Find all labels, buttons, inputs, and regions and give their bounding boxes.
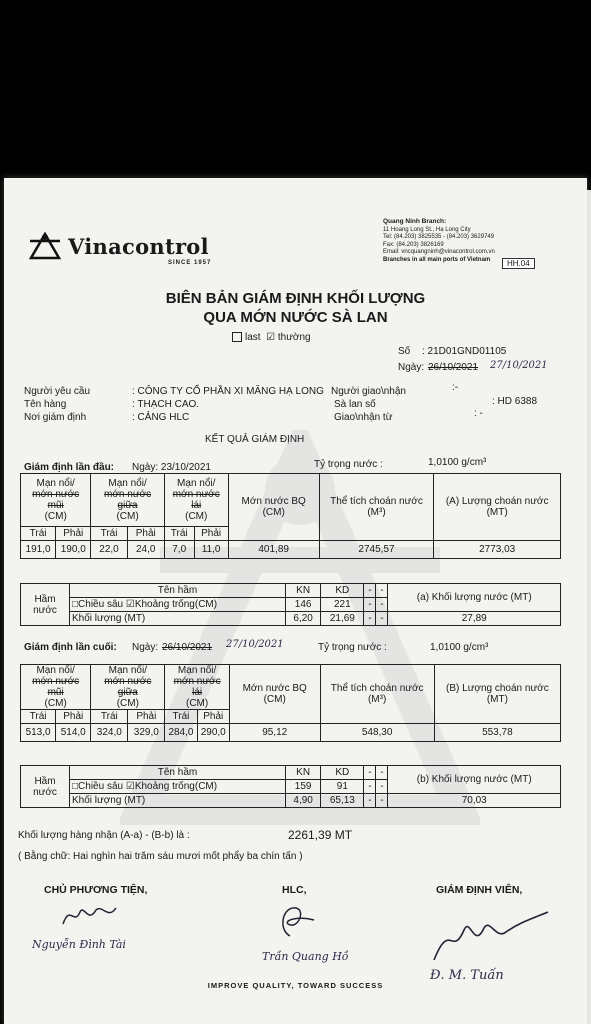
footer-slogan: IMPROVE QUALITY, TOWARD SUCCESS — [207, 981, 384, 990]
value-cell: 22,0 — [91, 541, 127, 559]
initial-water-total: 27,89 — [388, 612, 561, 626]
ten-ham-header: Tên hầm — [70, 766, 286, 780]
branch-title: Quang Ninh Branch: — [383, 218, 447, 225]
col-phai: Phải — [197, 710, 229, 724]
summary-in-words: ( Bằng chữ: Hai nghìn hai trăm sáu mươi mốt phẩy ba chín tấn ) — [18, 851, 303, 862]
value-cell: 24,0 — [127, 541, 164, 559]
branch-address: 11 Hoang Long St., Ha Long City — [383, 226, 471, 233]
from-label: Giao\nhận từ — [334, 412, 393, 423]
branch-info — [383, 218, 573, 265]
final-label: Giám định lần cuối: — [24, 642, 117, 653]
value-cell: 401,89 — [228, 541, 319, 559]
col-trai: Trái — [91, 710, 128, 724]
branch-ports: Branches in all main ports of Vietnam — [383, 256, 491, 263]
goods-label: Tên hàng — [24, 399, 67, 410]
barge-value: : HD 6388 — [492, 396, 538, 407]
value-cell: 513,0 — [21, 724, 56, 742]
summary-label: Khối lượng hàng nhận (A-a) - (B-b) là : — [18, 830, 190, 841]
owner-name: Nguyễn Đình Tài — [32, 938, 126, 951]
col-phai: Phải — [56, 527, 91, 541]
aft-header: Mạn nổi/ mớn nước lái (CM) — [165, 665, 230, 710]
so-label: Số — [398, 346, 411, 357]
goods-value: : THẠCH CAO. — [132, 399, 200, 410]
brand-since: SINCE 1957 — [168, 260, 212, 266]
mass-kn: 6,20 — [286, 612, 321, 626]
doc-title-line2: QUA MỚN NƯỚC SÀ LAN — [203, 309, 388, 326]
ten-ham-header: Tên hầm — [70, 584, 286, 598]
initial-water-label: (a) Khối lượng nước (MT) — [388, 584, 561, 612]
scale-icon — [28, 232, 62, 260]
final-tank-table — [20, 765, 561, 808]
disp-header: (B) Lượng choán nước (MT) — [434, 665, 560, 724]
final-date-handwritten: 27/10/2021 — [226, 639, 284, 650]
type-options — [232, 332, 311, 343]
branch-fax: Fax: (84.203) 3826169 — [383, 241, 444, 248]
mean-header: Mớn nước BQ (CM) — [229, 665, 320, 724]
depth-kn: 146 — [286, 598, 321, 612]
hlc-signature — [268, 900, 318, 940]
final-density-label: Tỷ trọng nước : — [318, 642, 387, 653]
initial-values-row — [21, 541, 561, 559]
last-checkbox — [232, 332, 242, 342]
initial-date: Ngày: 23/10/2021 — [132, 462, 211, 473]
col-trai: Trái — [21, 527, 56, 541]
value-cell: 514,0 — [56, 724, 91, 742]
value-cell: 2745,57 — [319, 541, 434, 559]
dash-cell: - — [364, 780, 376, 794]
disp-header: (A) Lượng choán nước (MT) — [434, 474, 561, 541]
col-trai: Trái — [21, 710, 56, 724]
col-phai: Phải — [128, 710, 165, 724]
inspector-signature — [430, 910, 550, 965]
inspector-signature-title: GIÁM ĐỊNH VIÊN, — [436, 884, 523, 896]
ngay-label: Ngày: — [398, 362, 425, 373]
mid-header: Mạn nổi/ mớn nước giữa (CM) — [91, 665, 165, 710]
mass-kn: 4,90 — [286, 794, 321, 808]
value-cell: 324,0 — [91, 724, 128, 742]
ngay-struck: 26/10/2021 — [428, 362, 479, 373]
final-date-prefix: Ngày: — [132, 642, 159, 653]
final-water-total: 70,03 — [388, 794, 561, 808]
col-trai: Trái — [91, 527, 127, 541]
mass-row-label: Khối lượng (MT) — [70, 794, 286, 808]
initial-label: Giám định lần đầu: — [24, 462, 115, 473]
final-values-row — [21, 724, 561, 742]
mid-header: Mạn nổi/ mớn nước giữa (CM) — [91, 474, 164, 527]
deliverer-label: Người giao\nhận — [331, 386, 406, 397]
normal-checkbox: ☑ — [266, 332, 276, 343]
hlc-signature-title: HLC, — [282, 884, 307, 896]
dash-cell: - — [364, 598, 376, 612]
col-phai: Phải — [56, 710, 91, 724]
aft-header: Mạn nổi/ mớn nước lái (CM) — [164, 474, 228, 527]
initial-draft-table — [20, 473, 561, 559]
inspector-name: Đ. M. Tuấn — [430, 968, 504, 983]
value-cell: 284,0 — [165, 724, 197, 742]
place-value: : CẢNG HLC — [132, 412, 190, 423]
vinacontrol-logo — [28, 232, 209, 260]
depth-kd: 91 — [321, 780, 364, 794]
value-cell: 553,78 — [434, 724, 560, 742]
barge-label: Sà lan số — [334, 399, 376, 410]
initial-tank-table — [20, 583, 561, 626]
doc-title-line1: BIÊN BẢN GIÁM ĐỊNH KHỐI LƯỢNG — [165, 290, 426, 307]
final-water-label: (b) Khối lượng nước (MT) — [388, 766, 561, 794]
dash-cell: - — [376, 766, 388, 780]
value-cell: 548,30 — [320, 724, 434, 742]
col-trai: Trái — [165, 710, 197, 724]
so-value: : 21D01GND01105 — [422, 346, 507, 357]
value-cell: 191,0 — [21, 541, 56, 559]
mass-kd: 65,13 — [321, 794, 364, 808]
kd-header: KD — [321, 766, 364, 780]
dash-cell: - — [364, 794, 376, 808]
final-draft-table — [20, 664, 561, 742]
deliverer-value: :- — [452, 382, 459, 393]
requester-label: Người yêu cầu — [24, 386, 91, 397]
requester-value: : CÔNG TY CỔ PHẦN XI MĂNG HẠ LONG — [132, 386, 324, 397]
owner-signature — [60, 900, 120, 930]
value-cell: 290,0 — [197, 724, 229, 742]
mass-kd: 21,69 — [321, 612, 364, 626]
dash-cell: - — [364, 612, 376, 626]
depth-kd: 221 — [321, 598, 364, 612]
place-label: Nơi giám định — [24, 412, 87, 423]
kd-header: KD — [321, 584, 364, 598]
final-density-value: 1,0100 g/cm³ — [430, 642, 489, 653]
dash-cell: - — [376, 794, 388, 808]
mean-header: Mớn nước BQ (CM) — [228, 474, 319, 541]
dash-cell: - — [364, 584, 376, 598]
value-cell: 2773,03 — [434, 541, 561, 559]
kn-header: KN — [286, 584, 321, 598]
col-phai: Phải — [127, 527, 164, 541]
col-phai: Phải — [194, 527, 228, 541]
dash-cell: - — [376, 780, 388, 794]
form-code: HH.04 — [502, 258, 535, 269]
kn-header: KN — [286, 766, 321, 780]
value-cell: 190,0 — [56, 541, 91, 559]
initial-density-label: Tỷ trọng nước : — [314, 459, 383, 470]
ham-nuoc-cell: Hầm nước — [21, 766, 70, 808]
dash-cell: - — [376, 612, 388, 626]
summary-value: 2261,39 MT — [288, 828, 353, 842]
value-cell: 7,0 — [164, 541, 194, 559]
fwd-header: Mạn nổi/ mớn nước mũi (CM) — [21, 665, 91, 710]
volume-header: Thể tích choán nước (M³) — [319, 474, 434, 541]
value-cell: 95,12 — [229, 724, 320, 742]
last-label: last — [245, 332, 261, 343]
depth-row-label: □Chiều sâu ☑Khoảng trống(CM) — [70, 598, 286, 612]
mass-row-label: Khối lượng (MT) — [70, 612, 286, 626]
branch-email: Email: vncquangninh@vinacontrol.com.vn — [383, 249, 495, 256]
ham-nuoc-cell: Hầm nước — [21, 584, 70, 626]
dash-cell: - — [376, 598, 388, 612]
ngay-handwritten: 27/10/2021 — [490, 360, 548, 371]
normal-label: thường — [277, 332, 311, 343]
hlc-name: Trần Quang Hồ — [262, 950, 349, 963]
owner-signature-title: CHỦ PHƯƠNG TIỆN, — [44, 884, 148, 896]
depth-row-label: □Chiều sâu ☑Khoảng trống(CM) — [70, 780, 286, 794]
fwd-header: Mạn nổi/ mớn nước mũi (CM) — [21, 474, 91, 527]
value-cell: 329,0 — [128, 724, 165, 742]
from-value: : - — [474, 408, 483, 419]
brand-name: Vinacontrol — [68, 233, 209, 259]
dash-cell: - — [376, 584, 388, 598]
branch-tel: Tel: (84.203) 3825535 - (84.203) 3629749 — [383, 234, 495, 241]
result-title: KẾT QUẢ GIÁM ĐỊNH — [205, 434, 305, 445]
volume-header: Thể tích choán nước (M³) — [320, 665, 434, 724]
final-date-struck: 26/10/2021 — [162, 642, 213, 653]
depth-kn: 159 — [286, 780, 321, 794]
col-trai: Trái — [164, 527, 194, 541]
dash-cell: - — [364, 766, 376, 780]
value-cell: 11,0 — [194, 541, 228, 559]
initial-density-value: 1,0100 g/cm³ — [428, 457, 487, 468]
